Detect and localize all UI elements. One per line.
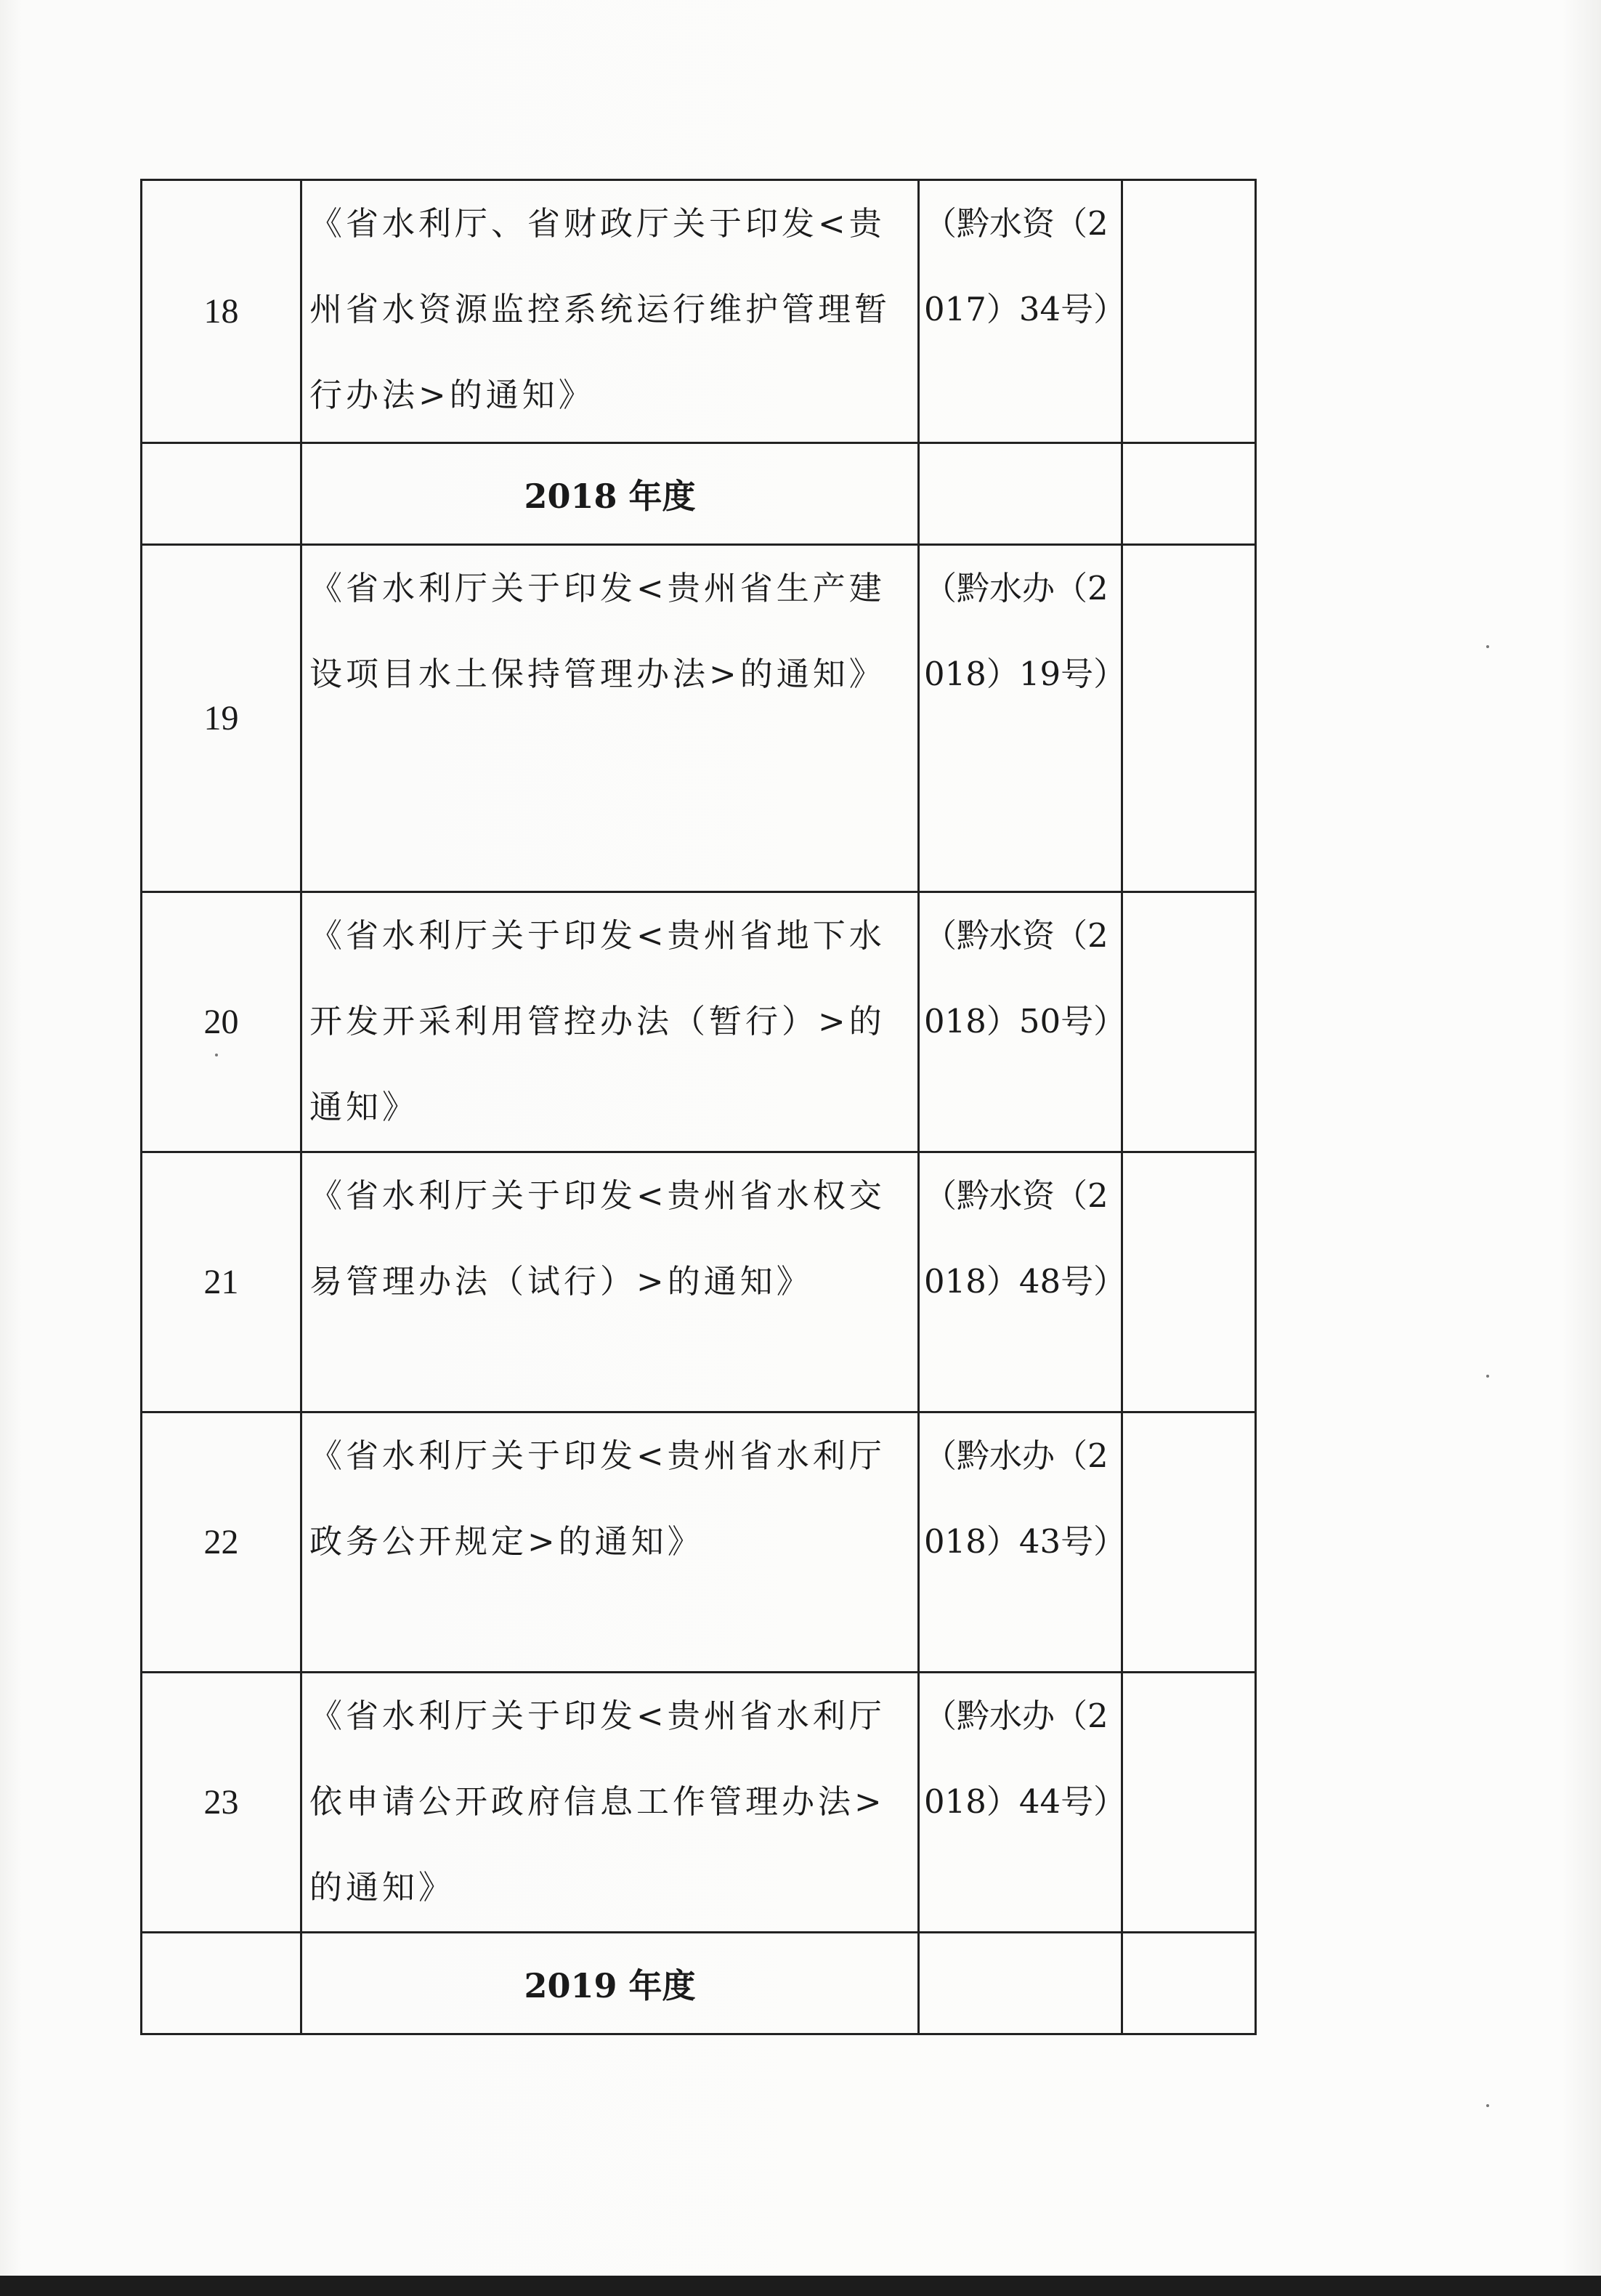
- document-number: （黔水资（2018）50号）: [919, 892, 1122, 1152]
- empty-cell: [1122, 1152, 1256, 1412]
- empty-cell: [1122, 1933, 1256, 2034]
- document-title: 《省水利厅关于印发<贵州省水权交易管理办法（试行）>的通知》: [301, 1152, 919, 1412]
- row-number: 23: [142, 1673, 301, 1933]
- year-row: [142, 443, 1256, 545]
- document-number: （黔水资（2017）34号）: [919, 180, 1122, 443]
- table-row: [142, 180, 1256, 443]
- table-row: [142, 1412, 1256, 1673]
- scan-speck: [215, 1054, 218, 1056]
- empty-cell: [142, 1933, 301, 2034]
- row-number: 22: [142, 1412, 301, 1673]
- empty-cell: [1122, 545, 1256, 892]
- scan-speck: [1486, 2104, 1489, 2107]
- scan-speck: [1486, 1375, 1489, 1378]
- document-number: （黔水办（2018）44号）: [919, 1673, 1122, 1933]
- regulations-table: [140, 179, 1257, 2035]
- row-number: 20: [142, 892, 301, 1152]
- empty-cell: [1122, 892, 1256, 1152]
- document-title: 《省水利厅关于印发<贵州省生产建设项目水土保持管理办法>的通知》: [301, 545, 919, 892]
- table-row: [142, 1152, 1256, 1412]
- document-title: 《省水利厅关于印发<贵州省水利厅依申请公开政府信息工作管理办法>的通知》: [301, 1673, 919, 1933]
- table-row: [142, 892, 1256, 1152]
- table-row: [142, 1673, 1256, 1933]
- row-number: 18: [142, 180, 301, 443]
- empty-cell: [919, 443, 1122, 545]
- document-number: （黔水资（2018）48号）: [919, 1152, 1122, 1412]
- empty-cell: [1122, 1412, 1256, 1673]
- year-heading: 2018 年度: [301, 443, 919, 545]
- document-number: （黔水办（2018）43号）: [919, 1412, 1122, 1673]
- empty-cell: [142, 443, 301, 545]
- document-number: （黔水办（2018）19号）: [919, 545, 1122, 892]
- empty-cell: [1122, 443, 1256, 545]
- row-number: 21: [142, 1152, 301, 1412]
- scan-speck: [1486, 645, 1489, 648]
- scan-bottom-edge: [0, 2276, 1601, 2296]
- table-row: [142, 545, 1256, 892]
- row-number: 19: [142, 545, 301, 892]
- empty-cell: [1122, 180, 1256, 443]
- empty-cell: [1122, 1673, 1256, 1933]
- document-title: 《省水利厅关于印发<贵州省水利厅政务公开规定>的通知》: [301, 1412, 919, 1673]
- document-title: 《省水利厅、省财政厅关于印发<贵州省水资源监控系统运行维护管理暂行办法>的通知》: [301, 180, 919, 443]
- document-title: 《省水利厅关于印发<贵州省地下水开发开采利用管控办法（暂行）>的通知》: [301, 892, 919, 1152]
- year-row: [142, 1933, 1256, 2034]
- year-heading: 2019 年度: [301, 1933, 919, 2034]
- empty-cell: [919, 1933, 1122, 2034]
